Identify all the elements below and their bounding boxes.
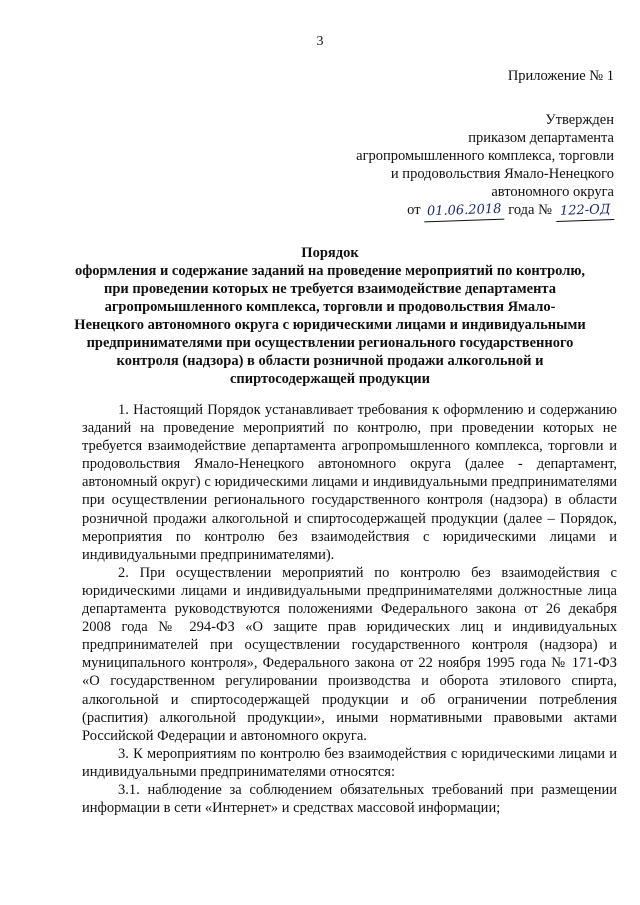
page-number: 3 <box>316 34 324 49</box>
year-number-label: года № <box>508 202 552 218</box>
approval-line-4: автономного округа <box>491 184 614 200</box>
title-line: агропромышленного комплекса, торговли и продовольствия Ямало- <box>104 299 556 315</box>
title-line: предпринимателями при осуществлении регионального государственного <box>86 335 574 351</box>
handwritten-date: 01.06.2018 <box>424 201 505 223</box>
paragraph-3: 3. К мероприятиям по контролю без взаимодействия с юридическими лицами и индивидуальными предпринимателями относятся: <box>82 745 617 780</box>
approval-block <box>314 111 614 221</box>
handwritten-order-number: 122-ОД <box>555 201 614 222</box>
title-line: спиртосодержащей продукции <box>230 371 430 387</box>
title-line: Ненецкого автономного округа с юридическими лицами и индивидуальными <box>74 317 586 333</box>
approval-line-1: приказом департамента <box>468 130 614 146</box>
title-heading: Порядок <box>301 245 359 261</box>
title-line: оформления и содержание заданий на проведение мероприятий по контролю, <box>74 263 586 279</box>
date-prefix: от <box>407 202 421 218</box>
approval-date-line <box>314 201 614 221</box>
approval-line-2: агропромышленного комплекса, торговли <box>356 148 614 164</box>
document-body <box>82 401 617 817</box>
approval-line-3: и продовольствия Ямало-Ненецкого <box>390 166 614 182</box>
title-line: контроля (надзора) в области розничной продажи алкогольной и <box>116 353 544 369</box>
document-title <box>40 244 620 388</box>
paragraph-2: 2. При осуществлении мероприятий по контролю без взаимодействия с юридическими лицами и индивидуальными предпринимателями должностные лица департамента руководствуются положениями Федерального закона от 26 декабря 2008 года № 294-ФЗ «О защите прав юридических лиц и индивидуальных предпринимателей при осуществлении государственного контроля (надзора) и муниципального контроля», Федерального закона от 22 ноября 1995 года № 171-ФЗ «О государственном регулировании производства и оборота этилового спирта, алкогольной и спиртосодержащей продукции и об ограничении потребления (распития) алкогольной продукции», иными нормативными правовыми актами Российской Федерации и автономного округа. <box>82 564 617 744</box>
title-line: при проведении которых не требуется взаимодействие департамента <box>104 281 556 297</box>
paragraph-1: 1. Настоящий Порядок устанавливает требования к оформлению и содержанию заданий на проведение мероприятий по контролю, при проведении которых не требуется взаимодействие департамента агропромышленного комплекса, торговли и продовольствия Ямало-Ненецкого автономного округа (далее - департамент, автономный округ) с юридическими лицами и индивидуальными предпринимателями при осуществлении регионального государственного контроля (надзора) в области розничной продажи алкогольной и спиртосодержащей продукции (далее – Порядок, мероприятия по контролю без взаимодействия с юридическими лицами и индивидуальными предпринимателями). <box>82 402 617 563</box>
paragraph-3-1: 3.1. наблюдение за соблюдением обязательных требований при размещении информации в сети «Интернет» и средствах массовой информации; <box>82 781 617 817</box>
approval-approved: Утвержден <box>545 112 614 128</box>
appendix-label: Приложение № 1 <box>507 68 614 84</box>
